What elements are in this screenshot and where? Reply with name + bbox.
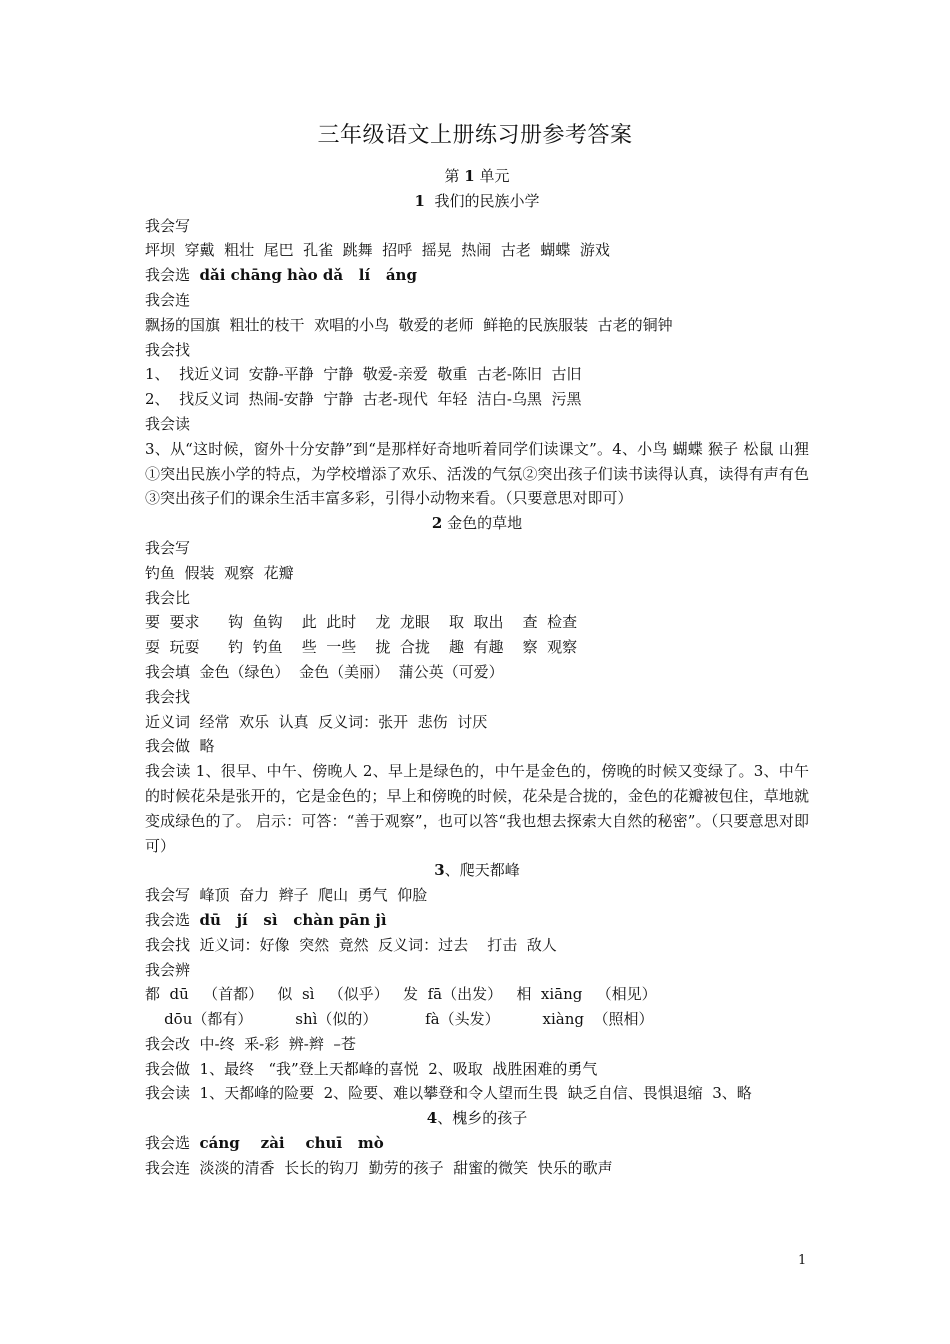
lesson-4-connect: 我会连 淡淡的清香 长长的钩刀 勤劳的孩子 甜蜜的微笑 快乐的歌声	[145, 1158, 613, 1177]
lesson-1-write-label: 我会写	[145, 216, 191, 235]
lesson-1-read-text: 3、从“这时候，窗外十分安静”到“是那样好奇地听着同学们读课文”。4、小鸟 蝴蝶 猴子 松鼠 山狸 ①突出民族小学的特点，为学校增添了欢乐、活泼的气氛②突出孩子们读书读得认真，读得有声有色③突出孩子们的课余生活丰富多彩，引得小动物来看。（只要意思对即可）	[145, 439, 809, 508]
lesson-1-find-label: 我会找	[145, 340, 191, 359]
lesson-2-heading: 2 金色的草地	[431, 514, 523, 533]
lesson-1-connect-label: 我会连	[145, 290, 191, 309]
lesson-1-read-label: 我会读	[145, 414, 191, 433]
lesson-4-choose: 我会选 cáng zài chuī mò	[145, 1134, 384, 1153]
lesson-2-compare-label: 我会比	[145, 588, 191, 607]
page-number: 1	[798, 1253, 807, 1268]
lesson-3-choose: 我会选 dū jí sì chàn pān jì	[145, 910, 387, 929]
lesson-3-heading: 3、爬天都峰	[434, 861, 520, 880]
lesson-1-find-synonyms: 1、 找近义词 安静-平静 宁静 敬爱-亲爱 敬重 古老-陈旧 古旧	[145, 365, 582, 384]
lesson-1-find-antonyms: 2、 找反义词 热闹-安静 宁静 古老-现代 年轻 洁白-乌黑 污黑	[145, 390, 582, 409]
unit-heading: 第 1 单元	[444, 167, 510, 185]
document-body	[145, 164, 809, 1181]
lesson-1-connect-text: 飘扬的国旗 粗壮的枝干 欢唱的小鸟 敬爱的老师 鲜艳的民族服装 古老的铜钟	[145, 315, 673, 334]
lesson-1-heading: 1 我们的民族小学	[414, 191, 540, 210]
lesson-3-find: 我会找 近义词：好像 突然 竟然 反义词：过去 打击 敌人	[145, 935, 557, 954]
document-title: 三年级语文上册练习册参考答案	[317, 123, 633, 148]
lesson-2-compare-row-2: 耍 玩耍 钓 钓鱼 些 一些 拢 合拢 趣 有趣 察 观察	[145, 638, 578, 657]
lesson-2-write-label: 我会写	[145, 538, 191, 557]
lesson-3-distinguish-label: 我会辨	[145, 960, 191, 979]
lesson-3-correct: 我会改 中-终 釆-彩 辨-辫 –苍	[145, 1034, 356, 1053]
lesson-2-read-text: 我会读 1、很早、中午、傍晚人 2、早上是绿色的，中午是金色的，傍晚的时候又变绿了。3、中午的时候花朵是张开的，它是金色的；早上和傍晚的时候，花朵是合拢的，金色的花瓣被包住，草地就变成绿色的了。 启示：可答：“善于观察”，也可以答“我也想去探索大自然的秘密”。（只要意思对即可）	[145, 762, 809, 855]
lesson-2-do: 我会做 略	[145, 737, 215, 756]
lesson-3-write: 我会写 峰顶 奋力 辫子 爬山 勇气 仰脸	[145, 886, 428, 905]
lesson-3-read: 我会读 1、天都峰的险要 2、险要、难以攀登和令人望而生畏 缺乏自信、畏惧退缩 3、略	[145, 1084, 752, 1103]
lesson-2-fill: 我会填 金色（绿色） 金色（美丽） 蒲公英（可爱）	[145, 662, 504, 681]
lesson-2-compare-row-1: 要 要求 钩 鱼钩 此 此时 龙 龙眼 取 取出 查 检查	[145, 613, 578, 632]
lesson-1-choose: 我会选 dǎi chāng hào dǎ lí áng	[145, 266, 417, 285]
lesson-3-distinguish-row-2: dōu（都有） shì（似的） fà（头发） xiàng （照相）	[145, 1010, 654, 1029]
lesson-2-find-text: 近义词 经常 欢乐 认真 反义词：张开 悲伤 讨厌	[145, 712, 488, 731]
lesson-3-distinguish-row-1: 都 dū （首都） 似 sì （似乎） 发 fā（出发） 相 xiāng （相见）	[145, 985, 657, 1004]
lesson-1-write-words: 坪坝 穿戴 粗壮 尾巴 孔雀 跳舞 招呼 摇晃 热闹 古老 蝴蝶 游戏	[145, 241, 610, 260]
lesson-4-heading: 4、槐乡的孩子	[426, 1109, 528, 1128]
lesson-2-write-words: 钓鱼 假装 观察 花瓣	[145, 563, 294, 582]
lesson-3-do: 我会做 1、最终 “我”登上天都峰的喜悦 2、吸取 战胜困难的勇气	[145, 1059, 598, 1078]
lesson-2-find-label: 我会找	[145, 687, 191, 706]
